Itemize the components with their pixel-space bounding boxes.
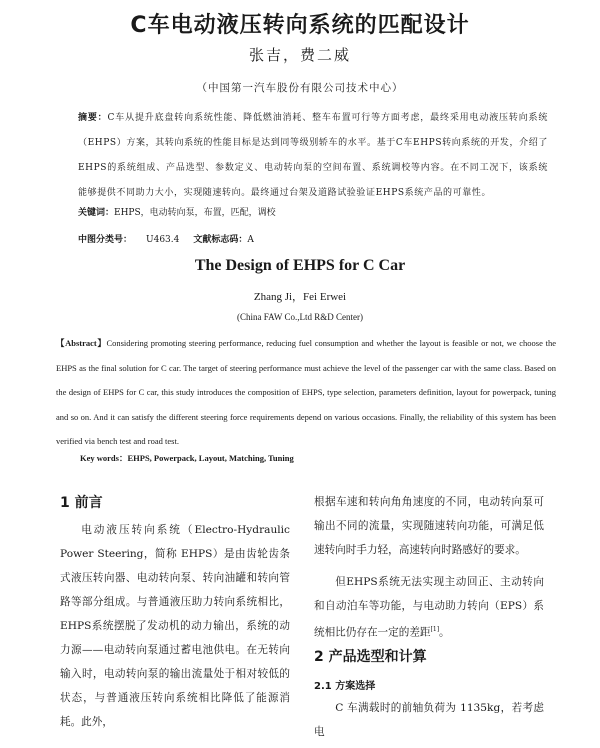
classification-cn: [78, 232, 548, 245]
clc-label: 中图分类号：: [78, 235, 133, 245]
abstract-cn-text: C车从提升底盘转向系统性能、降低燃油消耗、整车布置可行等方面考虑，最终采用电动液压转向系统（EHPS）方案，其转向系统的性能目标是达到同等级别轿车的水平。基于C车EHPS转向系统的开发，介绍了EHPS的系统组成、产品选型、参数定义、电动转向泵的空间布置、系统调校等内容。在不同工况下，该系统能够提供不同助力大小，实现随速转向。最终通过台架及道路试验验证EHPS系统产品的可靠性。: [78, 113, 548, 198]
section-2-heading: 2 产品选型和计算: [314, 649, 427, 665]
section-1-paragraph-1-continued: 根据车速和转向角角速度的不同，电动转向泵可输出不同的流量，实现随速转向功能，可满足低速转向时手力轻，高速转向时路感好的要求。: [314, 496, 544, 556]
section-1-paragraph-2: [314, 570, 544, 645]
keywords-en-label: Key words：: [80, 453, 128, 463]
subsection-2-1-heading: 2.1 方案选择: [314, 681, 376, 692]
authors-cn: 张吉，费二威: [248, 46, 351, 64]
abstract-en-label: 【Abstract】: [56, 338, 107, 348]
paper-title-en: The Design of EHPS for C Car: [194, 257, 406, 274]
keywords-en: [80, 452, 550, 464]
paper-title-cn: C车电动液压转向系统的匹配设计: [130, 13, 470, 38]
abstract-en: [56, 331, 556, 454]
keywords-en-text: EHPS, Powerpack, Layout, Matching, Tuning: [127, 453, 294, 463]
keywords-cn-label: 关键词：: [78, 208, 115, 218]
subsection-2-1-paragraph: C 车满载时的前轴负荷为 1135kg，若考虑电: [314, 702, 544, 738]
section-1-paragraph-1: 电动液压转向系统（Electro-Hydraulic Power Steering，简称 EHPS）是由齿轮齿条式液压转向器、电动转向泵、转向油罐和转向管路等部分组成。与普通液压助力转向系统相比，EHPS系统摆脱了发动机的动力输出，系统的动力源——电动转向泵通过蓄电池供电。在无转向输入时，电动转向泵的输出流量处于相对较低的状态，与普通液压转向系统相比降低了能源消耗。此外，: [60, 524, 290, 728]
keywords-cn-text: EHPS，电动转向泵，布置，匹配，调校: [114, 208, 276, 218]
para2-text: 但EHPS系统无法实现主动回正、主动转向和自动泊车等功能，与电动助力转向（EPS）系统相比仍存在一定的差距: [314, 576, 544, 639]
clc-value: U463.4: [146, 235, 180, 245]
doc-code-label: 文献标志码：: [193, 235, 248, 245]
para2-end: 。: [439, 626, 450, 639]
citation-1: [1]: [430, 626, 440, 633]
section-1-heading: 1 前言: [60, 495, 103, 511]
affiliation-en: (China FAW Co.,Ltd R&D Center): [237, 312, 363, 322]
abstract-cn: [78, 106, 548, 206]
left-column: [60, 518, 290, 734]
keywords-cn: [78, 205, 548, 218]
affiliation-cn: （中国第一汽车股份有限公司技术中心）: [196, 82, 404, 94]
subsection-2-1-text: [314, 696, 544, 744]
authors-en: Zhang Ji，Fei Erwei: [253, 291, 347, 303]
abstract-en-text: Considering promoting steering performance, reducing fuel consumption and whether the layout is feasible or not, we choose the EHPS as the final solution for C car. The target of steering performance must achieve the level of the passenger car with the same class. Based on the design of EHPS for C car, this study introduces the composition of EHPS, type selection, parameters definition, layout for powerpack, tuning and so on. And it can satisfy the different steering force requirements depend on various occasions. Finally, the reliability of this system has been verified via bench test and road test.: [56, 338, 556, 446]
right-column: [314, 490, 544, 645]
abstract-cn-label: 摘要：: [78, 113, 108, 123]
doc-code-value: A: [247, 235, 254, 245]
